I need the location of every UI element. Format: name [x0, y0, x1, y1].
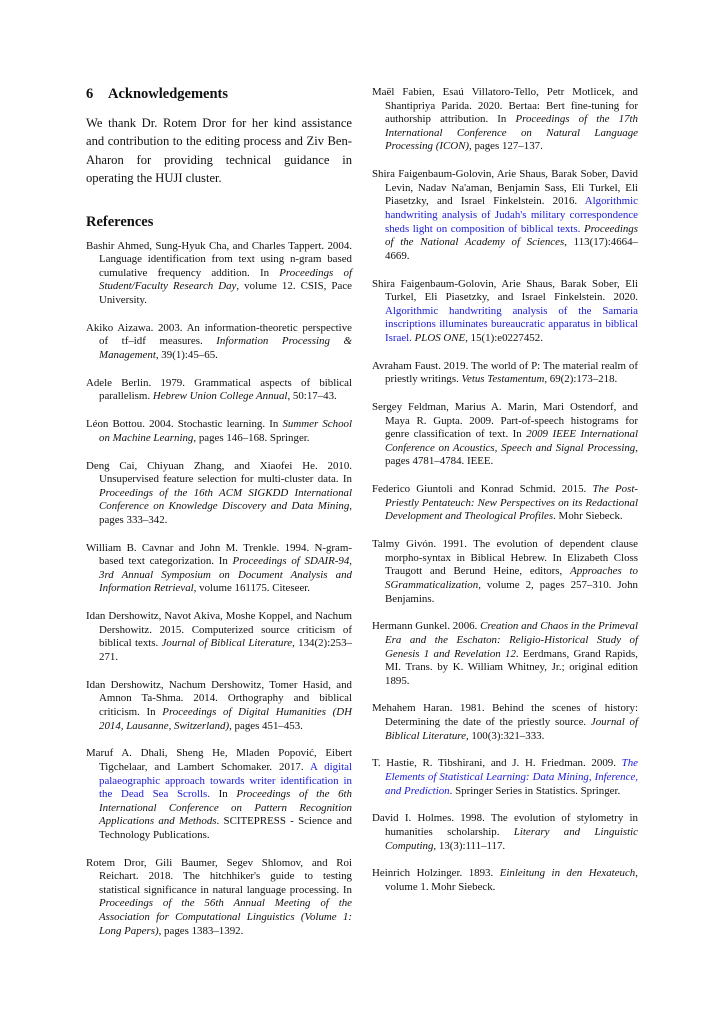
reference-text: Bashir Ahmed, Sung-Hyuk Cha, and Charles Tappert. 2004. Language identification from text using n-gram based cumulative frequency addition. In: [86, 239, 352, 279]
reference-text: Rotem Dror, Gili Baumer, Segev Shlomov, and Roi Reichart. 2018. The hitchhiker's guide to testing statistical significance in natural language processing. In: [86, 856, 352, 896]
reference-venue: Proceedings of the 16th ACM SIGKDD International Conference on Knowledge Discovery and Data Mining: [99, 486, 352, 513]
reference-entry: [372, 86, 638, 154]
reference-text: , 13(3):111–117.: [433, 839, 506, 852]
reference-venue: Creation and Chaos in the Primeval Era and the Eschaton: Religio-Historical Study of Genesis 1 and Revelation 12: [385, 620, 638, 660]
reference-text: , pages 1383–1392.: [158, 924, 244, 937]
reference-venue: Summer School on Machine Learning: [99, 418, 352, 444]
reference-text: , 69(2):173–218.: [544, 373, 618, 386]
reference-venue: The Post-Priestly Pentateuch: New Perspectives on its Redactional Development and Theological Profiles: [385, 483, 638, 523]
reference-text: In: [209, 788, 237, 801]
reference-text: , volume 2, pages 257–310. John Benjamins.: [385, 578, 638, 605]
reference-venue: Journal of Biblical Literature: [161, 637, 293, 650]
reference-text: Shira Faigenbaum-Golovin, Arie Shaus, Barak Sober, Eli Turkel, Eli Piasetzky, and Israel Finkelstein. 2020.: [372, 277, 638, 304]
reference-list-left: [86, 240, 352, 939]
reference-text: , pages 451–453.: [229, 719, 303, 732]
reference-entry: [372, 538, 638, 606]
reference-venue: Hebrew Union College Annual: [152, 390, 288, 403]
reference-entry: [372, 483, 638, 524]
reference-text: William B. Cavnar and John M. Trenkle. 1994. N-gram-based text categorization. In: [86, 541, 352, 568]
references-heading: References: [86, 213, 154, 230]
reference-venue: Proceedings of Student/Faculty Research Day: [99, 266, 352, 293]
reference-text: , volume 161175. Citeseer.: [193, 582, 311, 595]
section-number: 6: [86, 86, 94, 102]
reference-text: . SCITEPRESS - Science and Technology Publications.: [99, 815, 353, 841]
reference-text: Idan Dershowitz, Navot Akiva, Moshe Koppel, and Nachum Dershowitz. 2015. Computerized source criticism of biblical texts.: [86, 610, 352, 650]
reference-venue: Einleitung in den Hexateuch: [499, 867, 636, 880]
reference-text: , pages 333–342.: [99, 500, 352, 526]
reference-venue: PLOS ONE: [414, 331, 466, 344]
reference-text: Sergey Feldman, Marius A. Marin, Mari Ostendorf, and Maya R. Gupta. 2009. Part-of-speech histograms for genre classification of text. In: [372, 401, 638, 441]
reference-text: T. Hastie, R. Tibshirani, and J. H. Friedman. 2009.: [372, 757, 622, 770]
reference-text: Akiko Aizawa. 2003. An information-theoretic perspective of tf–idf measures.: [86, 321, 352, 348]
reference-text: , pages 4781–4784. IEEE.: [385, 441, 638, 468]
reference-venue: Proceedings of the National Academy of Sciences: [385, 222, 638, 249]
reference-entry: [86, 542, 352, 596]
left-column: [86, 86, 352, 952]
reference-text: Avraham Faust. 2019. The world of P: The material realm of priestly writings.: [372, 359, 638, 386]
reference-text: David I. Holmes. 1998. The evolution of stylometry in humanities scholarship.: [372, 812, 638, 838]
reference-text: , 50:17–43.: [287, 390, 337, 403]
reference-entry: [86, 322, 352, 363]
reference-venue: Proceedings of SDAIR-94, 3rd Annual Symposium on Document Analysis and Information Retrieval: [99, 555, 352, 595]
reference-entry: [86, 747, 352, 842]
reference-text: , 134(2):253–271.: [99, 637, 352, 663]
reference-entry: [86, 857, 352, 939]
reference-text: , pages 146–168. Springer.: [193, 431, 310, 444]
reference-entry: [372, 812, 638, 853]
reference-text: Mehahem Haran. 1981. Behind the scenes of history: Determining the date of the priestly source.: [372, 702, 638, 729]
reference-entry: [86, 610, 352, 664]
reference-entry: [372, 360, 638, 387]
reference-text: Deng Cai, Chiyuan Zhang, and Xiaofei He. 2010. Unsupervised feature selection for multi-cluster data. In: [86, 459, 352, 486]
reference-text: , 15(1):e0227452.: [465, 331, 543, 344]
reference-entry: [372, 867, 638, 894]
reference-venue: Proceedings of the 17th International Conference on Natural Language Processing (ICON): [385, 113, 638, 153]
reference-entry: [372, 401, 638, 469]
reference-entry: [86, 377, 352, 404]
reference-text: Maruf A. Dhali, Sheng He, Mladen Popović, Eibert Tigchelaar, and Lambert Schomaker. 2017.: [86, 747, 352, 773]
reference-text: Federico Giuntoli and Konrad Schmid. 2015.: [372, 483, 593, 496]
reference-entry: [86, 418, 352, 445]
reference-link[interactable]: The Elements of Statistical Learning: Data Mining, Inference, and Prediction: [385, 757, 638, 797]
reference-link[interactable]: Algorithmic handwriting analysis of the Samaria inscriptions illuminates bureaucratic apparatus in biblical Israel.: [385, 304, 638, 344]
reference-venue: Vetus Testamentum: [461, 373, 545, 386]
reference-text: Adele Berlin. 1979. Grammatical aspects of biblical parallelism.: [86, 376, 352, 403]
reference-venue: 2009 IEEE International Conference on Acoustics, Speech and Signal Processing: [385, 428, 638, 454]
acknowledgements-text: We thank Dr. Rotem Dror for her kind assistance and contribution to the editing process and Ziv Ben-Aharon for providing technical guidance in operating the HUJI cluster.: [86, 116, 352, 186]
reference-text: . Springer Series in Statistics. Springer.: [449, 784, 621, 797]
section-title: Acknowledgements: [108, 86, 229, 102]
reference-entry: [372, 702, 638, 743]
reference-entry: [372, 757, 638, 798]
reference-venue: Proceedings of Digital Humanities (DH 2014, Lausanne, Switzerland): [99, 705, 352, 732]
reference-venue: Information Processing & Management: [99, 335, 352, 361]
reference-text: Talmy Givón. 1991. The evolution of dependent clause morpho-syntax in Biblical Hebrew. In Elizabeth Closs Traugott and Berund Heine, editors,: [372, 538, 638, 578]
reference-venue: Approaches to SGrammaticalization: [385, 565, 639, 591]
reference-text: Shira Faigenbaum-Golovin, Arie Shaus, Barak Sober, David Levin, Nadav Na'aman, Benjamin Sass, Eli Turkel, Eli Piasetzky, and Israel Finkelstein. 2016.: [372, 168, 638, 208]
reference-entry: [372, 620, 638, 688]
reference-text: Idan Dershowitz, Nachum Dershowitz, Tomer Hasid, and Amnon Ta-Shma. 2014. Orthography and biblical criticism. In: [86, 678, 352, 718]
reference-entry: [86, 240, 352, 308]
reference-venue: Journal of Biblical Literature: [385, 716, 638, 742]
reference-venue: Literary and Linguistic Computing: [385, 826, 639, 852]
reference-text: , pages 127–137.: [469, 140, 543, 153]
reference-entry: [86, 679, 352, 733]
right-column: [372, 86, 638, 909]
reference-list-right: [372, 86, 638, 895]
reference-text: . Mohr Siebeck.: [553, 510, 623, 523]
acknowledgements-heading: [86, 86, 352, 103]
reference-link[interactable]: A digital palaeographic approach towards writer identification in the Dead Sea Scrolls.: [99, 760, 352, 801]
reference-entry: [372, 278, 638, 346]
reference-text: Léon Bottou. 2004. Stochastic learning. In: [86, 418, 283, 431]
reference-text: , 113(17):4664–4669.: [385, 236, 638, 262]
reference-entry: [86, 460, 352, 528]
reference-text: , volume 1. Mohr Siebeck.: [385, 867, 638, 893]
reference-link[interactable]: Algorithmic handwriting analysis of Judah's military correspondence sheds light on composition of biblical texts.: [385, 195, 638, 235]
reference-text: Heinrich Holzinger. 1893.: [372, 867, 500, 880]
reference-venue: Proceedings of the 6th International Conference on Pattern Recognition Applications and Methods: [99, 788, 352, 828]
reference-text: Hermann Gunkel. 2006.: [372, 620, 481, 633]
reference-entry: [372, 168, 638, 263]
reference-text: . Eerdmans, Grand Rapids, MI. Trans. by K. William Whitney, Jr.; original edition 1895.: [385, 647, 638, 687]
reference-text: , 39(1):45–65.: [155, 348, 218, 361]
reference-venue: Proceedings of the 56th Annual Meeting of the Association for Computational Linguistics (Volume 1: Long Papers): [99, 897, 352, 937]
reference-text: Maël Fabien, Esaú Villatoro-Tello, Petr Motlicek, and Shantipriya Parida. 2020. Bertaa: Bert fine-tuning for authorship attribution. In: [372, 86, 638, 126]
reference-text: , volume 12. CSIS, Pace University.: [99, 280, 352, 306]
reference-text: , 100(3):321–333.: [465, 729, 545, 742]
